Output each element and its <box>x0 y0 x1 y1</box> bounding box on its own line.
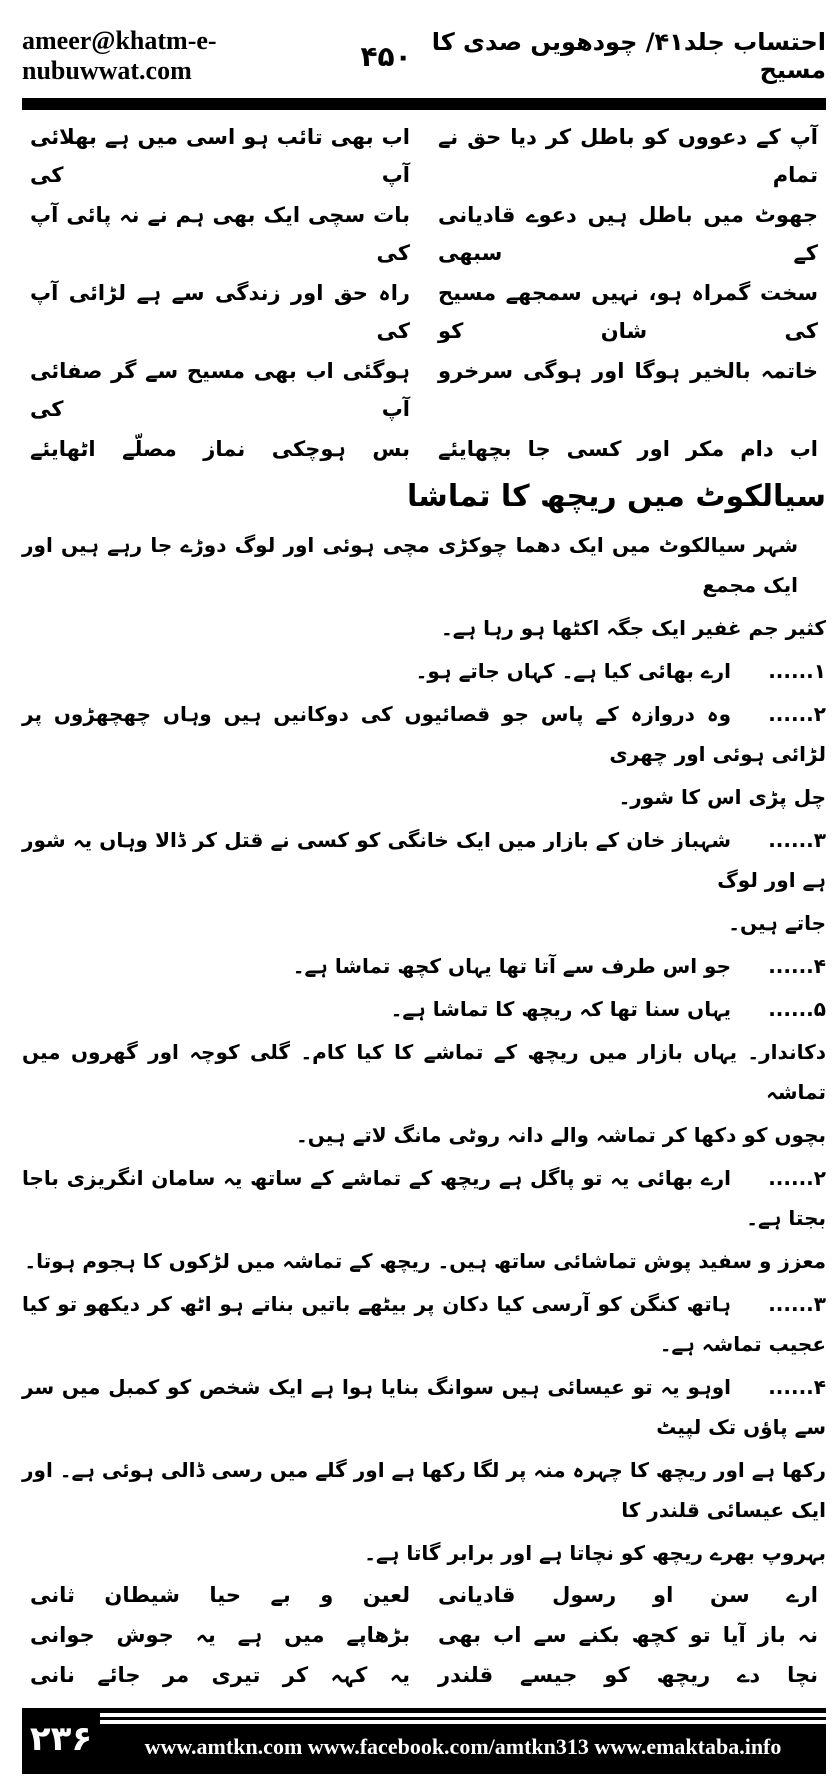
body-line <box>22 651 826 691</box>
page-header <box>22 26 826 86</box>
misra: ہوگئی اب بھی مسیح سے گر صفائی آپ کی <box>30 359 410 421</box>
body-line <box>22 903 826 943</box>
body-line <box>22 694 826 774</box>
misra: اب بھی تائب ہو اسی میں ہے بھلائی آپ کی <box>30 125 410 187</box>
body-line <box>22 989 826 1029</box>
line-text: ہاتھ کنگن کو آرسی کیا دکان پر بیٹھے باتیں بناتے ہو اٹھ کر دیکھو تو کیا عجیب تماشہ ہے۔ <box>22 1292 826 1356</box>
body-line <box>22 1284 826 1364</box>
item-number: ۲...... <box>768 702 826 726</box>
misra: بڑھاپے میں ہے یہ جوش جوانی <box>30 1623 410 1647</box>
poem-top <box>22 118 826 468</box>
poem-bottom-row <box>22 1616 826 1654</box>
misra: سخت گمراہ ہو، نہیں سمجھے مسیح کی شان کو <box>438 281 818 343</box>
body-line <box>22 1367 826 1447</box>
misra: بس ہوچکی نماز مصلّے اٹھایئے <box>30 437 410 461</box>
poem-top-row <box>22 118 826 194</box>
line-text: معزز و سفید پوش تماشائی ساتھ ہیں۔ ریچھ کے تماشہ میں لڑکوں کا ہجوم ہوتا۔ <box>24 1249 826 1273</box>
line-text: اوہو یہ تو عیسائی ہیں سوانگ بنایا ہوا ہے ایک شخص کو کمبل میں سر سے پاؤں تک لپیٹ <box>22 1375 826 1439</box>
poem-top-row <box>22 430 826 468</box>
misra: نہ باز آیا تو کچھ بکنے سے اب بھی <box>438 1623 818 1647</box>
body-line <box>22 1450 826 1530</box>
body-line <box>22 1115 826 1155</box>
line-text: کثیر جم غفیر ایک جگہ اکٹھا ہو رہا ہے۔ <box>441 616 826 640</box>
line-text: وہ دروازہ کے پاس جو قصائیوں کی دوکانیں ہیں وہاں چھچھڑوں پر لڑائی ہوئی اور چھری <box>22 702 826 766</box>
header-page-number: ۴۵۰ <box>360 39 412 73</box>
body-line <box>22 946 826 986</box>
misra: لعین و بے حیا شیطان ثانی <box>30 1583 410 1607</box>
footer-links: www.amtkn.com www.facebook.com/amtkn313 www.emaktaba.info <box>100 1724 826 1774</box>
line-text: چل پڑی اس کا شور۔ <box>618 785 826 809</box>
item-number: ۱...... <box>768 659 826 683</box>
item-number: ۴...... <box>768 1375 826 1399</box>
line-text: ارے بھائی کیا ہے۔ کہاں جاتے ہو۔ <box>415 659 731 683</box>
misra: راہ حق اور زندگی سے ہے لڑائی آپ کی <box>30 281 410 343</box>
line-text: بہروپ بھرے ریچھ کو نچاتا ہے اور برابر گاتا ہے۔ <box>364 1541 826 1565</box>
poem-bottom <box>22 1576 826 1694</box>
body-line <box>22 1533 826 1573</box>
line-text: رکھا ہے اور ریچھ کا چہرہ منہ پر لگا رکھا ہے اور گلے میں رسی ڈالی ہوئی ہے۔ اور ایک عیسائی قلندر کا <box>22 1458 826 1522</box>
misra: نچا دے ریچھ کو جیسے قلندر <box>438 1663 818 1687</box>
misra: اب دام مکر اور کسی جا بچھایئے <box>438 437 818 461</box>
footer-right <box>100 1708 826 1774</box>
misra: یہ کہہ کر تیری مر جائے نانی <box>30 1663 410 1687</box>
body-line <box>22 820 826 900</box>
body-line <box>22 777 826 817</box>
body-text <box>22 525 826 1573</box>
line-text: دکاندار۔ یہاں بازار میں ریچھ کے تماشے کا کیا کام۔ گلی کوچہ اور گھروں میں تماشہ <box>22 1040 826 1104</box>
page-footer <box>22 1708 826 1774</box>
poem-top-row <box>22 352 826 428</box>
line-text: یہاں سنا تھا کہ ریچھ کا تماشا ہے۔ <box>390 997 731 1021</box>
item-number: ۴...... <box>768 954 826 978</box>
poem-top-row <box>22 274 826 350</box>
body-line <box>22 608 826 648</box>
misra: خاتمہ بالخیر ہوگا اور ہوگی سرخرو <box>438 359 818 383</box>
line-text: جو اس طرف سے آتا تھا یہاں کچھ تماشا ہے۔ <box>292 954 731 978</box>
footer-rule <box>100 1717 826 1720</box>
item-number: ۳...... <box>768 828 826 852</box>
item-number: ۵...... <box>768 997 826 1021</box>
poem-top-row <box>22 196 826 272</box>
header-rule <box>22 98 826 110</box>
misra: جھوٹ میں باطل ہیں دعوے قادیانی کے سبھی <box>438 203 818 265</box>
misra: بات سچی ایک بھی ہم نے نہ پائی آپ کی <box>30 203 410 265</box>
line-text: شہر سیالکوٹ میں ایک دھما چوکڑی مچی ہوئی اور لوگ دوڑے جا رہے ہیں اور ایک مجمع <box>22 533 798 597</box>
line-text: ارے بھائی یہ تو پاگل ہے ریچھ کے تماشے کے ساتھ یہ سامان انگریزی باجا بجتا ہے۔ <box>22 1166 826 1230</box>
item-number: ۳...... <box>768 1292 826 1316</box>
line-text: شہباز خان کے بازار میں ایک خانگی کو کسی نے قتل کر ڈالا وہاں یہ شور ہے اور لوگ <box>22 828 826 892</box>
header-book-title: احتساب جلد۴۱/ چودھویں صدی کا مسیح <box>431 28 826 84</box>
misra: ارے سن او رسول قادیانی <box>438 1583 818 1607</box>
header-email: ameer@khatm-e-nubuwwat.com <box>22 26 217 85</box>
line-text: بچوں کو دکھا کر تماشہ والے دانہ روٹی مانگ لاتے ہیں۔ <box>296 1123 826 1147</box>
footer-page-number: ۲۳۶ <box>22 1708 100 1774</box>
poem-bottom-row <box>22 1656 826 1694</box>
body-line <box>22 525 826 605</box>
body-line <box>22 1241 826 1281</box>
body-line <box>22 1032 826 1112</box>
body-line <box>22 1158 826 1238</box>
footer-rule <box>100 1708 826 1713</box>
line-text: جاتے ہیں۔ <box>728 911 826 935</box>
section-heading: سیالکوٹ میں ریچھ کا تماشا <box>407 479 826 514</box>
poem-bottom-row <box>22 1576 826 1614</box>
item-number: ۲...... <box>768 1166 826 1190</box>
misra: آپ کے دعووں کو باطل کر دیا حق نے تمام <box>438 125 818 187</box>
